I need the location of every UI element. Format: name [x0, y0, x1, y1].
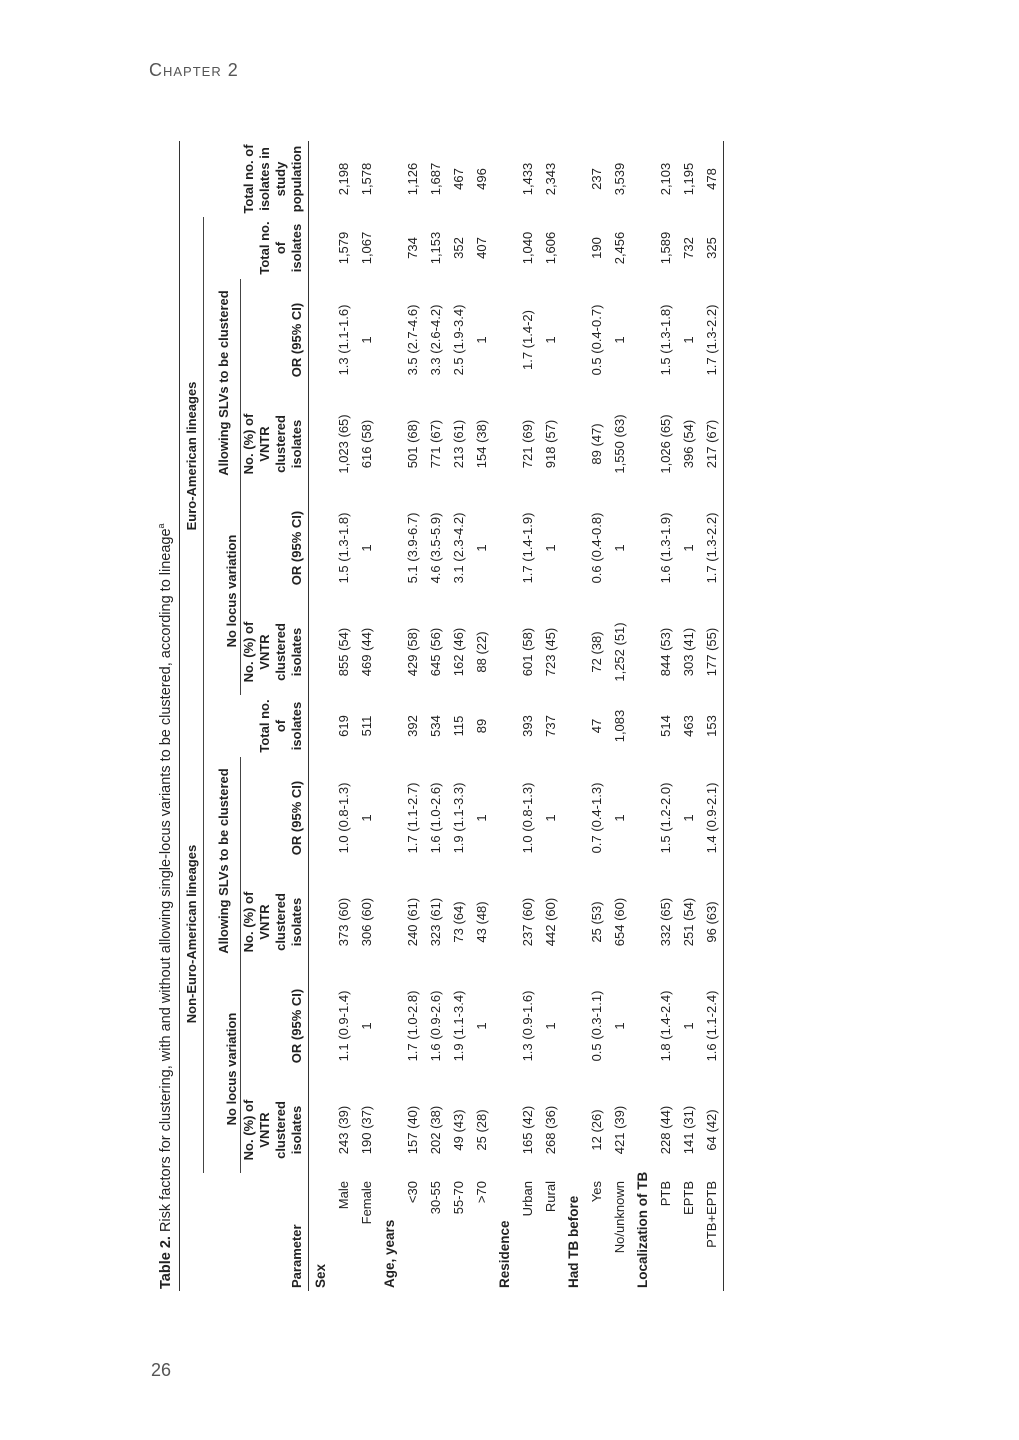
- table-row: [539, 141, 562, 1291]
- table-cell: 771 (67): [427, 419, 443, 469]
- table-cell: 514: [657, 715, 673, 737]
- table-cell: 619: [335, 715, 351, 737]
- header-allow-slv-non-euro: Allowing SLVs to be clustered: [203, 757, 240, 965]
- row-label: Yes: [588, 1181, 604, 1203]
- section-row: [631, 141, 654, 1291]
- table-cell: 141 (31): [680, 1105, 696, 1155]
- table-row: [401, 141, 424, 1291]
- rotated-table-block: [151, 131, 719, 1291]
- row-label: 55-70: [450, 1181, 466, 1215]
- table-cell: 1: [473, 1022, 489, 1030]
- table-cell: 1: [611, 1022, 627, 1030]
- table-cell: 237 (60): [519, 897, 535, 947]
- table-cell: 723 (45): [542, 627, 558, 677]
- table-cell: 732: [680, 237, 696, 259]
- table-cell: 1.0 (0.8-1.3): [519, 782, 535, 854]
- table-cell: 25 (28): [473, 1109, 489, 1151]
- table-cell: 190: [588, 237, 604, 259]
- table-cell: 4.6 (3.5-5.9): [427, 512, 443, 584]
- table-cell: 1,023 (65): [335, 414, 351, 474]
- header-no-pct-1: No. (%) of VNTR clustered isolates: [240, 1087, 308, 1173]
- table-row: [585, 141, 608, 1291]
- table-cell: 1: [542, 544, 558, 552]
- table-cell: 64 (42): [703, 1109, 719, 1151]
- table-cell: 1,195: [680, 162, 696, 196]
- header-total-1: Total no. of isolates: [240, 695, 308, 757]
- row-label: EPTB: [680, 1181, 696, 1215]
- header-or-2: OR (95% CI): [240, 757, 308, 879]
- table-cell: 469 (44): [358, 627, 374, 677]
- table-row: [677, 141, 700, 1291]
- table-cell: 1.9 (1.1-3.3): [450, 782, 466, 854]
- table-cell: 89: [473, 718, 489, 734]
- table-cell: 1: [542, 336, 558, 344]
- table-cell: 1.5 (1.2-2.0): [657, 782, 673, 854]
- caption-label: Table 2.: [157, 1236, 174, 1289]
- table-cell: 1.7 (1.4-1.9): [519, 512, 535, 584]
- table-cell: 1,687: [427, 162, 443, 196]
- table-cell: 1: [611, 814, 627, 822]
- row-label: Female: [358, 1181, 374, 1225]
- row-label: Male: [335, 1181, 351, 1210]
- row-label: <30: [404, 1181, 420, 1204]
- table-row: [654, 141, 677, 1291]
- table-cell: 1: [473, 814, 489, 822]
- table-cell: 855 (54): [335, 627, 351, 677]
- table-cell: 396 (54): [680, 419, 696, 469]
- table-cell: 654 (60): [611, 897, 627, 947]
- table-cell: 88 (22): [473, 631, 489, 673]
- table-cell: 251 (54): [680, 897, 696, 947]
- table-cell: 3.1 (2.3-4.2): [450, 512, 466, 584]
- row-label: PTB+EPTB: [703, 1181, 719, 1248]
- table-row: [355, 141, 378, 1291]
- section-row: [308, 141, 332, 1291]
- table-cell: 325: [703, 237, 719, 259]
- table-row: [470, 141, 493, 1291]
- table-cell: 3.3 (2.6-4.2): [427, 304, 443, 376]
- table-cell: 1.6 (1.0-2.6): [427, 782, 443, 854]
- table-cell: 2.5 (1.9-3.4): [450, 304, 466, 376]
- table-cell: 1: [680, 1022, 696, 1030]
- header-total-2: Total no. of isolates: [240, 217, 308, 279]
- table-cell: 243 (39): [335, 1105, 351, 1155]
- table-cell: 463: [680, 715, 696, 737]
- section-title: Age, years: [381, 1219, 397, 1288]
- table-cell: 1: [358, 336, 374, 344]
- table-cell: 1: [358, 1022, 374, 1030]
- page-number: 26: [151, 1360, 172, 1380]
- section-title: Sex: [312, 1263, 328, 1288]
- table-cell: 89 (47): [588, 423, 604, 465]
- table-cell: 1.3 (1.1-1.6): [335, 304, 351, 376]
- table-cell: 2,198: [335, 162, 351, 196]
- table-cell: 645 (56): [427, 627, 443, 677]
- header-or-1: OR (95% CI): [240, 965, 308, 1087]
- table-cell: 721 (69): [519, 419, 535, 469]
- table-cell: 1.7 (1.1-2.7): [404, 782, 420, 854]
- table-cell: 601 (58): [519, 627, 535, 677]
- header-allow-slv-euro: Allowing SLVs to be clustered: [203, 279, 240, 487]
- table-cell: 1.4 (0.9-2.1): [703, 782, 719, 854]
- table-cell: 1: [680, 336, 696, 344]
- table-cell: 1.5 (1.3-1.8): [335, 512, 351, 584]
- table-cell: 467: [450, 168, 466, 190]
- table-cell: 1.6 (0.9-2.6): [427, 990, 443, 1062]
- table-cell: 303 (41): [680, 627, 696, 677]
- table-cell: 1,252 (51): [611, 622, 627, 682]
- table-cell: 352: [450, 237, 466, 259]
- section-row: [493, 141, 516, 1291]
- table-cell: 1: [542, 1022, 558, 1030]
- table-cell: 1: [473, 336, 489, 344]
- table-cell: 1,433: [519, 162, 535, 196]
- section-title: Residence: [496, 1220, 512, 1288]
- table-body: [308, 141, 723, 1291]
- table-cell: 1.7 (1.3-2.2): [703, 304, 719, 376]
- table-cell: 1: [358, 814, 374, 822]
- table-cell: 2,343: [542, 162, 558, 196]
- row-label: Urban: [519, 1181, 535, 1217]
- table-cell: 1,126: [404, 162, 420, 196]
- table-cell: 73 (64): [450, 901, 466, 943]
- table-cell: 496: [473, 168, 489, 190]
- table-cell: 115: [450, 715, 466, 737]
- table-cell: 1,026 (65): [657, 414, 673, 474]
- header-no-pct-2: No. (%) of VNTR clustered isolates: [240, 879, 308, 965]
- table-row: [424, 141, 447, 1291]
- table-cell: 1,578: [358, 162, 374, 196]
- table-cell: 43 (48): [473, 901, 489, 943]
- table-cell: 1: [542, 814, 558, 822]
- row-label: No/unknown: [611, 1181, 627, 1254]
- table-cell: 1: [358, 544, 374, 552]
- table-cell: 1: [680, 544, 696, 552]
- table-cell: 3,539: [611, 162, 627, 196]
- table-cell: 511: [358, 715, 374, 737]
- table-cell: 12 (26): [588, 1109, 604, 1151]
- table-cell: 177 (55): [703, 627, 719, 677]
- row-label: 30-55: [427, 1181, 443, 1215]
- table-cell: 1.0 (0.8-1.3): [335, 782, 351, 854]
- table-cell: 1.9 (1.1-3.4): [450, 990, 466, 1062]
- table-cell: 49 (43): [450, 1109, 466, 1151]
- table-cell: 323 (61): [427, 897, 443, 947]
- table-cell: 534: [427, 715, 443, 737]
- table-cell: 442 (60): [542, 897, 558, 947]
- table-cell: 1: [611, 336, 627, 344]
- table-cell: 1,067: [358, 231, 374, 265]
- table-cell: 1,606: [542, 231, 558, 265]
- table-cell: 25 (53): [588, 901, 604, 943]
- table-cell: 237: [588, 168, 604, 190]
- section-row: [378, 141, 401, 1291]
- table-cell: 0.7 (0.4-1.3): [588, 782, 604, 854]
- table-cell: 240 (61): [404, 897, 420, 947]
- table-cell: 1.3 (0.9-1.6): [519, 990, 535, 1062]
- table-cell: 737: [542, 715, 558, 737]
- table-cell: 306 (60): [358, 897, 374, 947]
- header-or-4: OR (95% CI): [240, 279, 308, 401]
- table-cell: 162 (46): [450, 627, 466, 677]
- section-title: Localization of TB: [634, 1171, 650, 1288]
- table-cell: 5.1 (3.9-6.7): [404, 512, 420, 584]
- table-cell: 1,579: [335, 231, 351, 265]
- risk-factor-table: [179, 141, 724, 1291]
- table-cell: 407: [473, 237, 489, 259]
- table-cell: 918 (57): [542, 419, 558, 469]
- table-cell: 1,153: [427, 231, 443, 265]
- table-cell: 190 (37): [358, 1105, 374, 1155]
- table-cell: 1.6 (1.1-2.4): [703, 990, 719, 1062]
- header-euro: Euro-American lineages: [179, 217, 203, 695]
- table-cell: 392: [404, 715, 420, 737]
- row-label: >70: [473, 1181, 489, 1204]
- table-cell: 1.5 (1.3-1.8): [657, 304, 673, 376]
- table-cell: 844 (53): [657, 627, 673, 677]
- table-cell: 429 (58): [404, 627, 420, 677]
- header-gap-2: [203, 217, 240, 279]
- table-cell: 373 (60): [335, 897, 351, 947]
- table-cell: 332 (65): [657, 897, 673, 947]
- header-no-pct-4: No. (%) of VNTR clustered isolates: [240, 401, 308, 487]
- table-row: [608, 141, 631, 1291]
- table-cell: 0.5 (0.3-1.1): [588, 990, 604, 1062]
- table-cell: 1.7 (1.0-2.8): [404, 990, 420, 1062]
- table-row: [700, 141, 724, 1291]
- table-row: [516, 141, 539, 1291]
- header-no-locus-non-euro: No locus variation: [203, 965, 240, 1173]
- table-cell: 268 (36): [542, 1105, 558, 1155]
- table-cell: 1.8 (1.4-2.4): [657, 990, 673, 1062]
- table-cell: 1,589: [657, 231, 673, 265]
- table-cell: 202 (38): [427, 1105, 443, 1155]
- table-cell: 154 (38): [473, 419, 489, 469]
- table-cell: 47: [588, 718, 604, 734]
- table-cell: 616 (58): [358, 419, 374, 469]
- table-cell: 1: [611, 544, 627, 552]
- table-cell: 2,456: [611, 231, 627, 265]
- caption-text: Risk factors for clustering, with and without allowing single-locus variants to be clustered, according to lineage: [157, 528, 174, 1237]
- header-gap-1: [203, 695, 240, 757]
- header-or-3: OR (95% CI): [240, 487, 308, 609]
- table-caption: [151, 131, 176, 1291]
- table-cell: 734: [404, 237, 420, 259]
- table-row: [447, 141, 470, 1291]
- table-cell: 1.7 (1.3-2.2): [703, 512, 719, 584]
- table-cell: 1,083: [611, 709, 627, 743]
- header-parameter: Parameter: [179, 1173, 308, 1291]
- header-no-pct-3: No. (%) of VNTR clustered isolates: [240, 609, 308, 695]
- table-cell: 0.6 (0.4-0.8): [588, 512, 604, 584]
- table-cell: 217 (67): [703, 419, 719, 469]
- row-label: Rural: [542, 1181, 558, 1213]
- header-total-study: Total no. of isolates in study population: [179, 141, 308, 217]
- table-cell: 1: [680, 814, 696, 822]
- table-cell: 165 (42): [519, 1105, 535, 1155]
- table-cell: 1.1 (0.9-1.4): [335, 990, 351, 1062]
- table-cell: 213 (61): [450, 419, 466, 469]
- table-cell: 1: [473, 544, 489, 552]
- table-cell: 3.5 (2.7-4.6): [404, 304, 420, 376]
- table-cell: 96 (63): [703, 901, 719, 943]
- table-cell: 2,103: [657, 162, 673, 196]
- table-cell: 72 (38): [588, 631, 604, 673]
- running-head: Chapter 2: [149, 60, 239, 80]
- table-cell: 157 (40): [404, 1105, 420, 1155]
- caption-superscript: a: [156, 523, 166, 529]
- table-cell: 421 (39): [611, 1105, 627, 1155]
- table-row: [332, 141, 355, 1291]
- section-row: [562, 141, 585, 1291]
- header-no-locus-euro: No locus variation: [203, 487, 240, 695]
- table-cell: 1.6 (1.3-1.9): [657, 512, 673, 584]
- row-label: PTB: [657, 1181, 673, 1207]
- table-cell: 501 (68): [404, 419, 420, 469]
- table-cell: 228 (44): [657, 1105, 673, 1155]
- table-cell: 0.5 (0.4-0.7): [588, 304, 604, 376]
- table-cell: 1,040: [519, 231, 535, 265]
- header-non-euro: Non-Euro-American lineages: [179, 695, 203, 1173]
- table-cell: 478: [703, 168, 719, 190]
- table-cell: 153: [703, 715, 719, 737]
- table-cell: 1.7 (1.4-2): [519, 310, 535, 370]
- table-cell: 1,550 (63): [611, 414, 627, 474]
- table-cell: 393: [519, 715, 535, 737]
- section-title: Had TB before: [565, 1195, 581, 1288]
